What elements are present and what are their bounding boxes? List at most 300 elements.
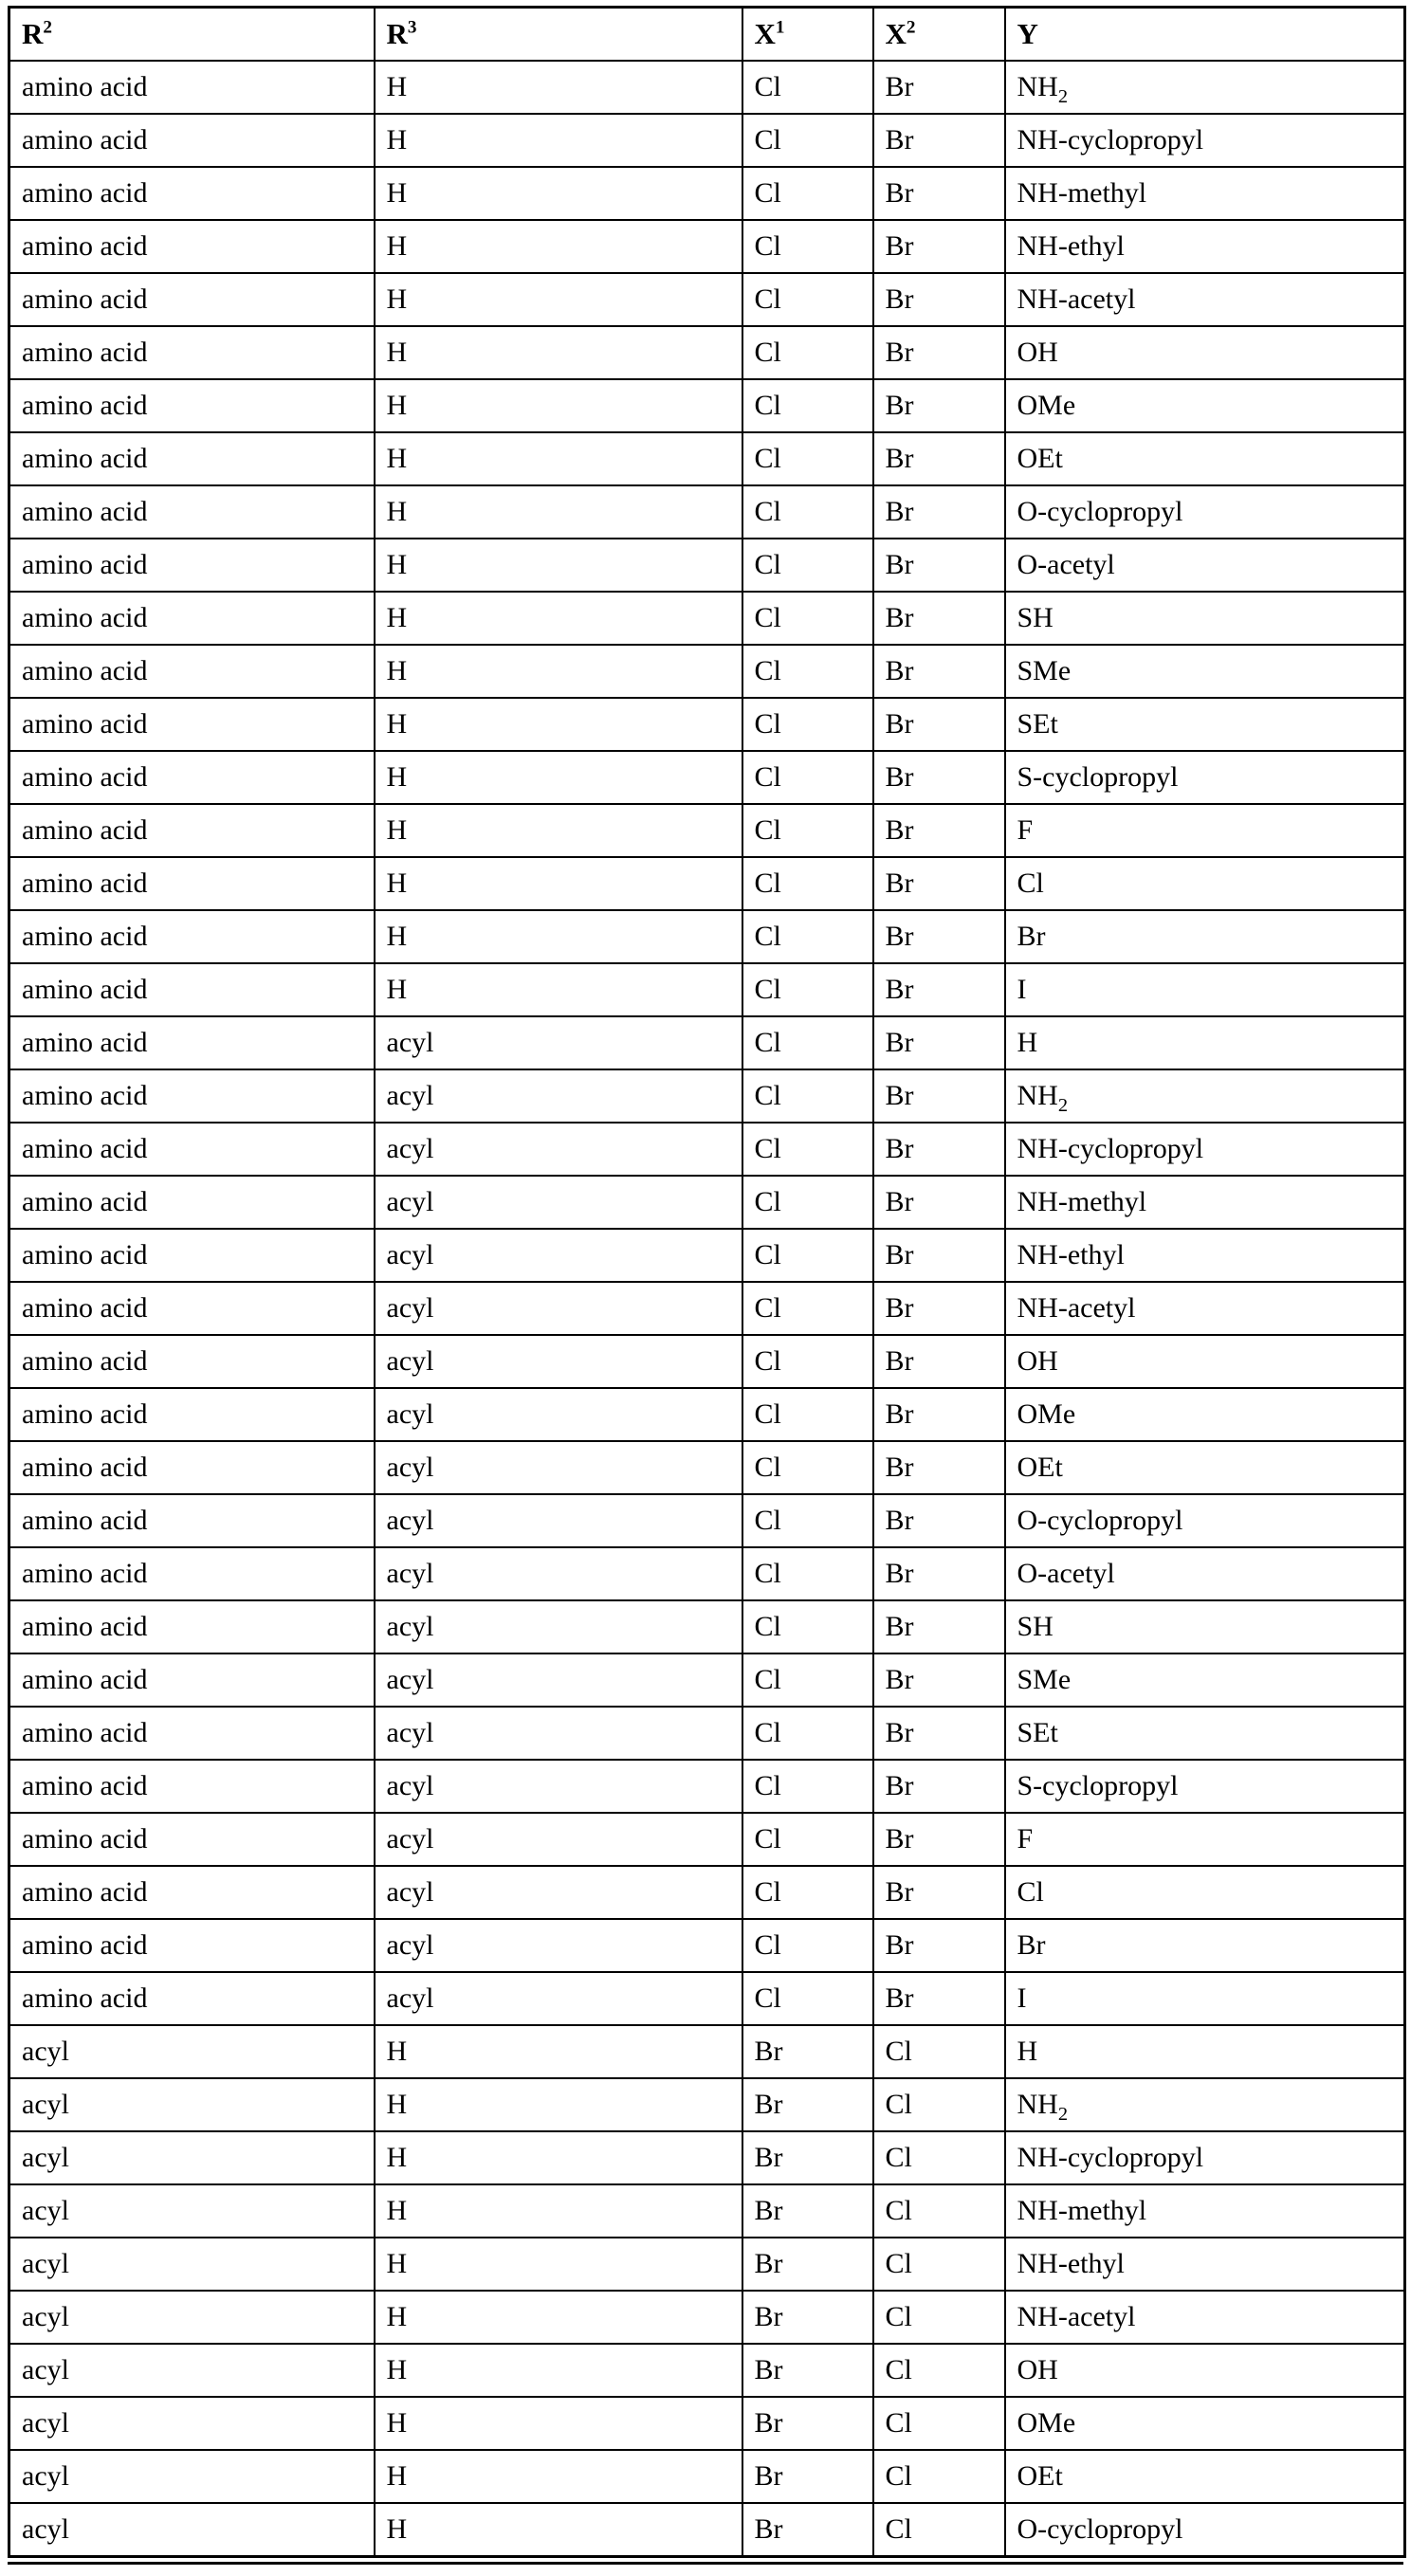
table-cell: amino acid (9, 1919, 375, 1972)
table-row (9, 1919, 1405, 1972)
table-cell: amino acid (9, 963, 375, 1016)
table-cell: Br (873, 910, 1005, 963)
table-cell: Br (873, 167, 1005, 220)
table-cell: NH-methyl (1005, 167, 1405, 220)
table-cell: acyl (9, 2078, 375, 2131)
table-cell: H (375, 2025, 742, 2078)
table-cell: $NH_2$ (1005, 2078, 1405, 2131)
table-cell: NH-acetyl (1005, 1282, 1405, 1335)
table-cell: acyl (375, 1813, 742, 1866)
column-header-superscript: 2 (43, 17, 52, 38)
table-cell: Br (873, 1972, 1005, 2025)
table-header (9, 8, 1405, 62)
table-cell: Br (873, 485, 1005, 539)
table-cell: NH-ethyl (1005, 2238, 1405, 2291)
table-cell: OMe (1005, 379, 1405, 432)
table-cell: amino acid (9, 1707, 375, 1760)
table-cell: NH-acetyl (1005, 273, 1405, 326)
table-cell: Br (873, 1229, 1005, 1282)
table-cell: acyl (9, 2184, 375, 2238)
table-cell: OMe (1005, 2397, 1405, 2450)
table-cell: amino acid (9, 1760, 375, 1813)
table-cell: amino acid (9, 114, 375, 167)
table-cell: H (375, 698, 742, 751)
table-cell: Cl (742, 1335, 873, 1388)
table-cell: amino acid (9, 1441, 375, 1494)
table-cell: amino acid (9, 167, 375, 220)
table-cell: H (375, 61, 742, 114)
table-cell: acyl (9, 2450, 375, 2503)
table-cell: NH-acetyl (1005, 2291, 1405, 2344)
table-cell: NH-cyclopropyl (1005, 1123, 1405, 1176)
table-cell: amino acid (9, 857, 375, 910)
table-cell: Br (873, 1707, 1005, 1760)
table-cell: H (1005, 2025, 1405, 2078)
table-cell: acyl (375, 1388, 742, 1441)
table-cell: H (375, 857, 742, 910)
column-header-label: X (885, 16, 907, 50)
table-row (9, 1760, 1405, 1813)
table-cell: Cl (742, 1229, 873, 1282)
table-cell: amino acid (9, 273, 375, 326)
column-header-superscript: 1 (775, 17, 785, 38)
table-cell: H (375, 485, 742, 539)
table-cell: amino acid (9, 1229, 375, 1282)
table-cell: Br (873, 61, 1005, 114)
table-cell: Cl (742, 1123, 873, 1176)
table-cell: Cl (742, 1494, 873, 1547)
table-cell: amino acid (9, 326, 375, 379)
table-cell: H (375, 114, 742, 167)
table-cell: OMe (1005, 1388, 1405, 1441)
table-row (9, 114, 1405, 167)
table-row (9, 1600, 1405, 1653)
table-row (9, 2450, 1405, 2503)
table-cell: amino acid (9, 220, 375, 273)
table-cell: Br (873, 379, 1005, 432)
table-cell: Cl (742, 167, 873, 220)
table-cell: acyl (9, 2131, 375, 2184)
table-cell: H (375, 751, 742, 804)
table-cell: S-cyclopropyl (1005, 751, 1405, 804)
table-cell: Br (873, 1600, 1005, 1653)
table-cell: amino acid (9, 1813, 375, 1866)
column-header-superscript: 2 (906, 17, 916, 38)
table-cell: H (375, 167, 742, 220)
table-cell: SH (1005, 1600, 1405, 1653)
table-row (9, 751, 1405, 804)
table-cell: Br (873, 432, 1005, 485)
table-cell: acyl (9, 2238, 375, 2291)
table-cell: NH-ethyl (1005, 1229, 1405, 1282)
table-row (9, 1282, 1405, 1335)
table-cell: NH-cyclopropyl (1005, 2131, 1405, 2184)
table-row (9, 1335, 1405, 1388)
table-cell: H (375, 2397, 742, 2450)
table-cell: acyl (9, 2397, 375, 2450)
table-cell: Cl (873, 2184, 1005, 2238)
table-cell: O-cyclopropyl (1005, 2503, 1405, 2557)
table-cell: Cl (742, 114, 873, 167)
table-row (9, 432, 1405, 485)
table-cell: F (1005, 1813, 1405, 1866)
table-cell: H (375, 645, 742, 698)
table-cell: Br (873, 1176, 1005, 1229)
table-cell: Cl (742, 963, 873, 1016)
table-cell: Cl (742, 273, 873, 326)
table-row (9, 698, 1405, 751)
table-cell: Br (742, 2078, 873, 2131)
table-cell: acyl (375, 1123, 742, 1176)
table-cell: amino acid (9, 1866, 375, 1919)
table-cell: H (375, 2503, 742, 2557)
table-cell: O-acetyl (1005, 1547, 1405, 1600)
table-cell: Cl (742, 1069, 873, 1123)
table-cell: Cl (742, 1972, 873, 2025)
table-cell: H (375, 2184, 742, 2238)
table-cell: Cl (742, 804, 873, 857)
table-cell: acyl (375, 1335, 742, 1388)
table-cell: Cl (742, 1919, 873, 1972)
table-cell: acyl (375, 1760, 742, 1813)
table-cell: Cl (742, 539, 873, 592)
table-cell: Br (873, 539, 1005, 592)
table-row (9, 1813, 1405, 1866)
table-cell: Br (873, 1388, 1005, 1441)
column-header-superscript: 3 (407, 17, 417, 38)
table-cell: Cl (742, 379, 873, 432)
table-row (9, 2131, 1405, 2184)
table-cell: Cl (742, 592, 873, 645)
table-row (9, 1441, 1405, 1494)
table-cell: OEt (1005, 432, 1405, 485)
table-cell: amino acid (9, 1388, 375, 1441)
table-cell: Cl (742, 1388, 873, 1441)
table-cell: H (375, 273, 742, 326)
table-cell: Br (873, 1760, 1005, 1813)
table-cell: amino acid (9, 1069, 375, 1123)
table-row (9, 592, 1405, 645)
table-cell: amino acid (9, 1653, 375, 1707)
table-row (9, 326, 1405, 379)
table-row (9, 910, 1405, 963)
table-cell: amino acid (9, 751, 375, 804)
table-cell: acyl (9, 2291, 375, 2344)
table-row (9, 1123, 1405, 1176)
table-cell: Cl (873, 2238, 1005, 2291)
table-cell: Br (873, 220, 1005, 273)
table-cell: Cl (742, 1176, 873, 1229)
table-cell: H (375, 2078, 742, 2131)
table-cell: acyl (375, 1176, 742, 1229)
table-cell: H (375, 379, 742, 432)
table-cell: amino acid (9, 1016, 375, 1069)
column-header (375, 8, 742, 62)
table-cell: Br (742, 2503, 873, 2557)
table-cell: Cl (1005, 1866, 1405, 1919)
table-cell: Cl (873, 2503, 1005, 2557)
table-cell: H (375, 432, 742, 485)
table-cell: Cl (742, 1866, 873, 1919)
table-cell: OH (1005, 326, 1405, 379)
table-cell: Cl (742, 1813, 873, 1866)
table-cell: H (375, 2131, 742, 2184)
table-row (9, 167, 1405, 220)
table-row (9, 2078, 1405, 2131)
table-cell: OH (1005, 1335, 1405, 1388)
table-cell: acyl (375, 1494, 742, 1547)
table-cell: amino acid (9, 1547, 375, 1600)
table-row (9, 1972, 1405, 2025)
table-cell: Cl (742, 1547, 873, 1600)
table-cell: amino acid (9, 379, 375, 432)
table-cell: I (1005, 963, 1405, 1016)
table-cell: Cl (873, 2291, 1005, 2344)
table-cell: H (375, 2344, 742, 2397)
table-cell: Cl (742, 1016, 873, 1069)
table-cell: acyl (375, 1600, 742, 1653)
column-header-label: X (754, 16, 776, 50)
table-body (9, 61, 1405, 2557)
table-cell: Cl (742, 645, 873, 698)
table-cell: amino acid (9, 910, 375, 963)
table-cell: Br (873, 1069, 1005, 1123)
table-cell: acyl (375, 1229, 742, 1282)
table-cell: Br (742, 2450, 873, 2503)
table-cell: Cl (742, 1441, 873, 1494)
table-cell: Br (873, 1653, 1005, 1707)
table-cell: S-cyclopropyl (1005, 1760, 1405, 1813)
table-cell: Br (873, 114, 1005, 167)
table-cell: Br (873, 326, 1005, 379)
table-cell: Cl (873, 2025, 1005, 2078)
table-row (9, 2184, 1405, 2238)
table-cell: SEt (1005, 1707, 1405, 1760)
table-row (9, 857, 1405, 910)
table-cell: amino acid (9, 592, 375, 645)
table-row (9, 539, 1405, 592)
table-cell: SMe (1005, 1653, 1405, 1707)
table-cell: acyl (375, 1972, 742, 2025)
table-cell: acyl (375, 1653, 742, 1707)
table-cell: Cl (742, 61, 873, 114)
table-cell: Br (873, 273, 1005, 326)
table-cell: amino acid (9, 1494, 375, 1547)
table-cell: acyl (375, 1282, 742, 1335)
table-cell: $NH_2$ (1005, 61, 1405, 114)
table-cell: Br (873, 857, 1005, 910)
table-cell: acyl (375, 1866, 742, 1919)
table-cell: O-acetyl (1005, 539, 1405, 592)
table-row (9, 1547, 1405, 1600)
table-cell: Br (742, 2344, 873, 2397)
table-cell: Cl (742, 698, 873, 751)
table-cell: Br (873, 963, 1005, 1016)
table-row (9, 963, 1405, 1016)
table-cell: Cl (742, 326, 873, 379)
table-cell: Cl (873, 2344, 1005, 2397)
table-cell: Br (742, 2238, 873, 2291)
table-cell: Cl (873, 2397, 1005, 2450)
table-cell: Cl (742, 1760, 873, 1813)
table-cell: Cl (742, 910, 873, 963)
table-cell: OH (1005, 2344, 1405, 2397)
table-cell: Cl (742, 1707, 873, 1760)
table-row (9, 1866, 1405, 1919)
table-cell: NH-methyl (1005, 2184, 1405, 2238)
table-cell: Br (873, 698, 1005, 751)
table-row (9, 645, 1405, 698)
table-cell: Cl (742, 857, 873, 910)
table-cell: acyl (375, 1547, 742, 1600)
table-cell: Br (873, 645, 1005, 698)
table-cell: Br (873, 804, 1005, 857)
table-cell: Br (873, 751, 1005, 804)
table-cell: F (1005, 804, 1405, 857)
table-cell: H (375, 804, 742, 857)
table-cell: Br (873, 1441, 1005, 1494)
table-cell: H (375, 326, 742, 379)
table-cell: amino acid (9, 804, 375, 857)
table-cell: Cl (873, 2450, 1005, 2503)
table-cell: amino acid (9, 485, 375, 539)
table-cell: amino acid (9, 1282, 375, 1335)
table-cell: amino acid (9, 698, 375, 751)
table-cell: Br (1005, 910, 1405, 963)
table-cell: I (1005, 1972, 1405, 2025)
table-cell: OEt (1005, 2450, 1405, 2503)
table-row (9, 61, 1405, 114)
table-cell: Br (742, 2131, 873, 2184)
table-cell: Br (873, 1866, 1005, 1919)
table-cell: Br (742, 2184, 873, 2238)
table-row (9, 220, 1405, 273)
table-cell: amino acid (9, 1123, 375, 1176)
table-cell: H (375, 2450, 742, 2503)
table-cell: Cl (742, 751, 873, 804)
table-cell: Br (873, 1335, 1005, 1388)
table-cell: Br (873, 1016, 1005, 1069)
table-cell: Br (873, 1813, 1005, 1866)
table-cell: H (375, 963, 742, 1016)
column-header (742, 8, 873, 62)
table-cell: amino acid (9, 1600, 375, 1653)
table-cell: amino acid (9, 1972, 375, 2025)
table-cell: Br (742, 2025, 873, 2078)
table-cell: Br (742, 2397, 873, 2450)
column-header (873, 8, 1005, 62)
table-cell: NH-methyl (1005, 1176, 1405, 1229)
table-cell: Br (873, 1547, 1005, 1600)
table-row (9, 1176, 1405, 1229)
table-cell: amino acid (9, 432, 375, 485)
table-cell: acyl (375, 1707, 742, 1760)
table-cell: NH-cyclopropyl (1005, 114, 1405, 167)
table-cell: acyl (375, 1919, 742, 1972)
table-cell: Cl (742, 432, 873, 485)
table-cell: Br (873, 592, 1005, 645)
table-cell: SEt (1005, 698, 1405, 751)
table-cell: H (375, 539, 742, 592)
table-row (9, 2291, 1405, 2344)
table-cell: SH (1005, 592, 1405, 645)
table-cell: amino acid (9, 1335, 375, 1388)
table-row (9, 1069, 1405, 1123)
table-cell: Br (873, 1494, 1005, 1547)
table-row (9, 2397, 1405, 2450)
table-cell: Cl (742, 485, 873, 539)
substituent-table (8, 6, 1406, 2558)
table-row (9, 804, 1405, 857)
table-row (9, 2344, 1405, 2397)
table-cell: H (375, 2291, 742, 2344)
column-header (9, 8, 375, 62)
table-cell: Cl (742, 1653, 873, 1707)
table-cell: Cl (1005, 857, 1405, 910)
table-cell: O-cyclopropyl (1005, 1494, 1405, 1547)
column-header-label: Y (1017, 16, 1038, 50)
table-cell: Cl (742, 1600, 873, 1653)
table-row (9, 2025, 1405, 2078)
table-row (9, 1229, 1405, 1282)
table-cell: NH-ethyl (1005, 220, 1405, 273)
table-cell: $NH_2$ (1005, 1069, 1405, 1123)
table-row (9, 1707, 1405, 1760)
table-cell: acyl (9, 2344, 375, 2397)
table-cell: OEt (1005, 1441, 1405, 1494)
table-cell: Br (742, 2291, 873, 2344)
table-cell: acyl (9, 2025, 375, 2078)
table-row (9, 2238, 1405, 2291)
table-row (9, 379, 1405, 432)
table-cell: Cl (742, 220, 873, 273)
column-header (1005, 8, 1405, 62)
table-cell: H (375, 592, 742, 645)
table-cell: acyl (375, 1441, 742, 1494)
table-bottom-rule (8, 2562, 1403, 2565)
table-row (9, 273, 1405, 326)
table-cell: acyl (375, 1069, 742, 1123)
table-cell: Br (873, 1123, 1005, 1176)
table-row (9, 485, 1405, 539)
column-header-label: R (22, 16, 44, 50)
table-row (9, 1494, 1405, 1547)
table-cell: H (1005, 1016, 1405, 1069)
table-cell: H (375, 2238, 742, 2291)
table-cell: Br (873, 1282, 1005, 1335)
table-cell: H (375, 220, 742, 273)
table-cell: Br (1005, 1919, 1405, 1972)
table-row (9, 1016, 1405, 1069)
table-cell: Cl (873, 2131, 1005, 2184)
table-cell: Cl (873, 2078, 1005, 2131)
table-cell: Br (873, 1919, 1005, 1972)
table-cell: amino acid (9, 1176, 375, 1229)
table-cell: O-cyclopropyl (1005, 485, 1405, 539)
table-cell: amino acid (9, 539, 375, 592)
table-cell: H (375, 910, 742, 963)
table-cell: Cl (742, 1282, 873, 1335)
table-cell: acyl (375, 1016, 742, 1069)
table-cell: amino acid (9, 61, 375, 114)
table-row (9, 1653, 1405, 1707)
table-row (9, 1388, 1405, 1441)
column-header-label: R (386, 16, 408, 50)
header-row (9, 8, 1405, 62)
table-cell: acyl (9, 2503, 375, 2557)
table-row (9, 2503, 1405, 2557)
table-cell: SMe (1005, 645, 1405, 698)
